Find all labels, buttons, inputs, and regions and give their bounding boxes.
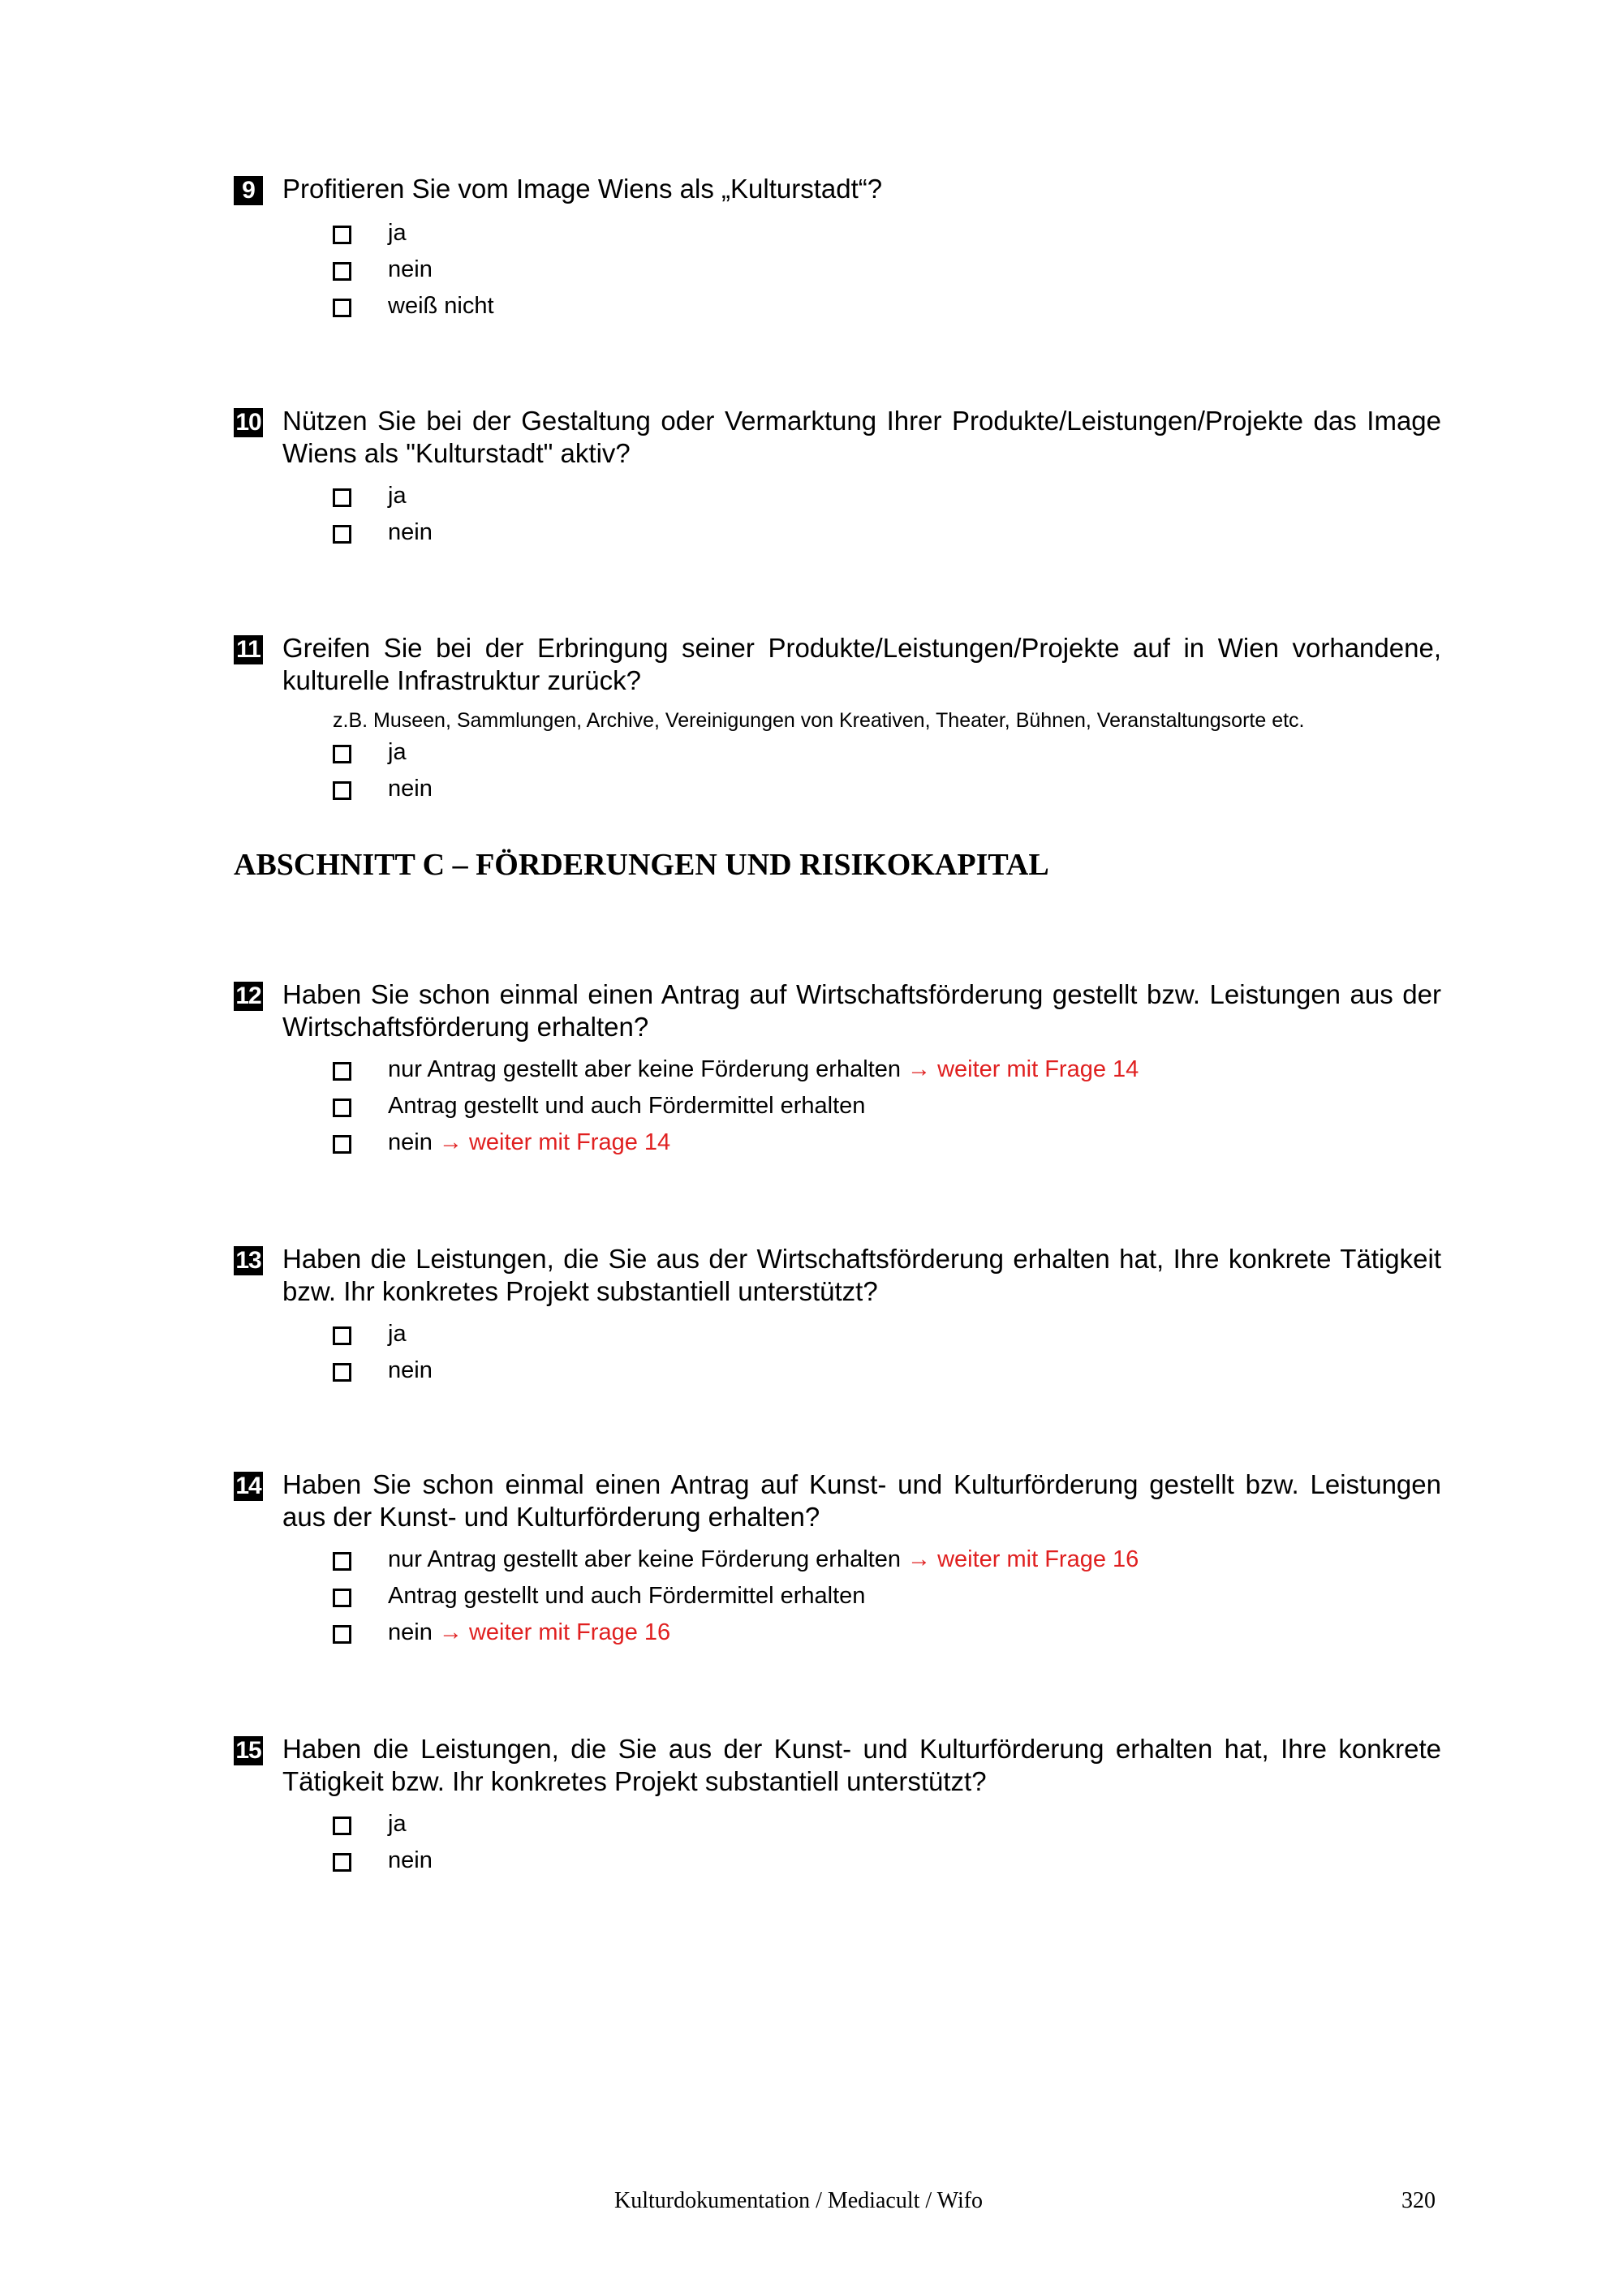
option-weiss-nicht[interactable]: [333, 288, 1441, 325]
option-label: weiß nicht: [388, 293, 494, 319]
question-number-badge: 11: [234, 635, 263, 664]
checkbox[interactable]: [333, 781, 351, 800]
question-text: Greifen Sie bei der Erbringung seiner Produkte/Leistungen/Projekte auf in Wien vorhandene, kulturelle Infrastruktur zurück?: [282, 633, 1441, 695]
option-ja[interactable]: [333, 1806, 1441, 1842]
option-label: ja: [388, 739, 407, 765]
checkbox[interactable]: [333, 525, 351, 544]
question-text: Nützen Sie bei der Gestaltung oder Vermarktung Ihrer Produkte/Leistungen/Projekte das Image Wiens als "Kulturstadt" aktiv?: [282, 406, 1441, 468]
option-label: ja: [388, 220, 407, 246]
option-nein[interactable]: [333, 1352, 1441, 1389]
checkbox[interactable]: [333, 745, 351, 763]
section-heading: ABSCHNITT C – FÖRDERUNGEN UND RISIKOKAPITAL: [234, 848, 1049, 882]
question-9: [234, 173, 1441, 325]
option-label: Antrag gestellt und auch Fördermittel erhalten: [388, 1583, 866, 1609]
question-number-badge: 12: [234, 982, 263, 1011]
option-label: Antrag gestellt und auch Fördermittel erhalten: [388, 1093, 866, 1119]
option-label: [388, 1124, 670, 1161]
redirect-note: → weiter mit Frage 16: [438, 1619, 671, 1645]
checkbox[interactable]: [333, 299, 351, 317]
option-nein[interactable]: [333, 1842, 1441, 1879]
question-text: Haben Sie schon einmal einen Antrag auf Wirtschaftsförderung gestellt bzw. Leistungen aus der Wirtschaftsförderung erhalten?: [282, 979, 1441, 1042]
question-header: [234, 1733, 1441, 1798]
option-nein[interactable]: [333, 252, 1441, 288]
option-ja[interactable]: [333, 734, 1441, 771]
option-ja[interactable]: [333, 478, 1441, 514]
question-number-badge: 14: [234, 1472, 263, 1501]
question-number-badge: 10: [234, 408, 263, 437]
option-list: [234, 734, 1441, 807]
checkbox[interactable]: [333, 1099, 351, 1117]
option-label: ja: [388, 483, 407, 509]
option-label: ja: [388, 1811, 407, 1837]
option-label: [388, 1051, 1139, 1088]
option-text: nur Antrag gestellt aber keine Förderung erhalten: [388, 1056, 901, 1082]
option-antrag-und-foerdermittel[interactable]: [333, 1578, 1441, 1615]
question-text: Haben Sie schon einmal einen Antrag auf Kunst- und Kulturförderung gestellt bzw. Leistungen aus der Kunst- und Kulturförderung erhalten?: [282, 1469, 1441, 1532]
question-text: Haben die Leistungen, die Sie aus der Wirtschaftsförderung erhalten hat, Ihre konkrete Tätigkeit bzw. Ihr konkretes Projekt substantiell unterstützt?: [282, 1244, 1441, 1306]
question-header: [234, 1468, 1441, 1533]
checkbox[interactable]: [333, 226, 351, 244]
option-list: [234, 1806, 1441, 1879]
option-nein[interactable]: [333, 1124, 1441, 1161]
checkbox[interactable]: [333, 1062, 351, 1081]
question-text: Haben die Leistungen, die Sie aus der Kunst- und Kulturförderung erhalten hat, Ihre konkrete Tätigkeit bzw. Ihr konkretes Projekt substantiell unterstützt?: [282, 1734, 1441, 1796]
question-header: [234, 173, 1441, 205]
checkbox[interactable]: [333, 1625, 351, 1644]
checkbox[interactable]: [333, 1363, 351, 1382]
question-number-badge: 13: [234, 1246, 263, 1275]
option-ja[interactable]: [333, 215, 1441, 252]
question-header: [234, 405, 1441, 470]
option-nein[interactable]: [333, 771, 1441, 807]
option-label: [388, 1615, 670, 1651]
redirect-note: → weiter mit Frage 14: [438, 1129, 671, 1155]
question-13: [234, 1243, 1441, 1389]
option-ja[interactable]: [333, 1316, 1441, 1352]
question-number-badge: 9: [234, 176, 263, 205]
option-text: nein: [388, 1129, 433, 1155]
redirect-note: → weiter mit Frage 14: [907, 1056, 1139, 1082]
option-label: nein: [388, 776, 433, 802]
checkbox[interactable]: [333, 262, 351, 281]
option-list: [234, 215, 1441, 325]
checkbox[interactable]: [333, 1589, 351, 1607]
option-text: nur Antrag gestellt aber keine Förderung erhalten: [388, 1546, 901, 1572]
option-label: nein: [388, 519, 433, 545]
option-label: nein: [388, 256, 433, 282]
option-text: nein: [388, 1619, 433, 1645]
option-list: [234, 1051, 1441, 1161]
question-15: [234, 1733, 1441, 1879]
redirect-note: → weiter mit Frage 16: [907, 1546, 1139, 1572]
option-nein[interactable]: [333, 514, 1441, 551]
page-number: 320: [1401, 2188, 1436, 2213]
question-note: z.B. Museen, Sammlungen, Archive, Vereinigungen von Kreativen, Theater, Bühnen, Veranstaltungsorte etc.: [333, 709, 1305, 732]
option-list: [234, 1316, 1441, 1389]
option-nein[interactable]: [333, 1615, 1441, 1651]
question-header: [234, 1243, 1441, 1308]
option-antrag-und-foerdermittel[interactable]: [333, 1088, 1441, 1124]
checkbox[interactable]: [333, 1853, 351, 1872]
option-nur-antrag[interactable]: [333, 1541, 1441, 1578]
option-nur-antrag[interactable]: [333, 1051, 1441, 1088]
question-header: [234, 978, 1441, 1043]
question-10: [234, 405, 1441, 551]
option-list: [234, 478, 1441, 551]
option-label: [388, 1541, 1139, 1578]
option-list: [234, 1541, 1441, 1651]
checkbox[interactable]: [333, 488, 351, 507]
footer-source: Kulturdokumentation / Mediacult / Wifo: [614, 2188, 984, 2213]
question-14: [234, 1468, 1441, 1651]
checkbox[interactable]: [333, 1326, 351, 1345]
question-header: [234, 632, 1441, 697]
question-text: Profitieren Sie vom Image Wiens als „Kulturstadt“?: [282, 174, 883, 204]
option-label: nein: [388, 1847, 433, 1873]
option-label: ja: [388, 1321, 407, 1347]
checkbox[interactable]: [333, 1135, 351, 1154]
question-12: [234, 978, 1441, 1161]
option-label: nein: [388, 1357, 433, 1383]
checkbox[interactable]: [333, 1817, 351, 1835]
checkbox[interactable]: [333, 1552, 351, 1571]
question-number-badge: 15: [234, 1736, 263, 1765]
question-11: [234, 632, 1441, 807]
